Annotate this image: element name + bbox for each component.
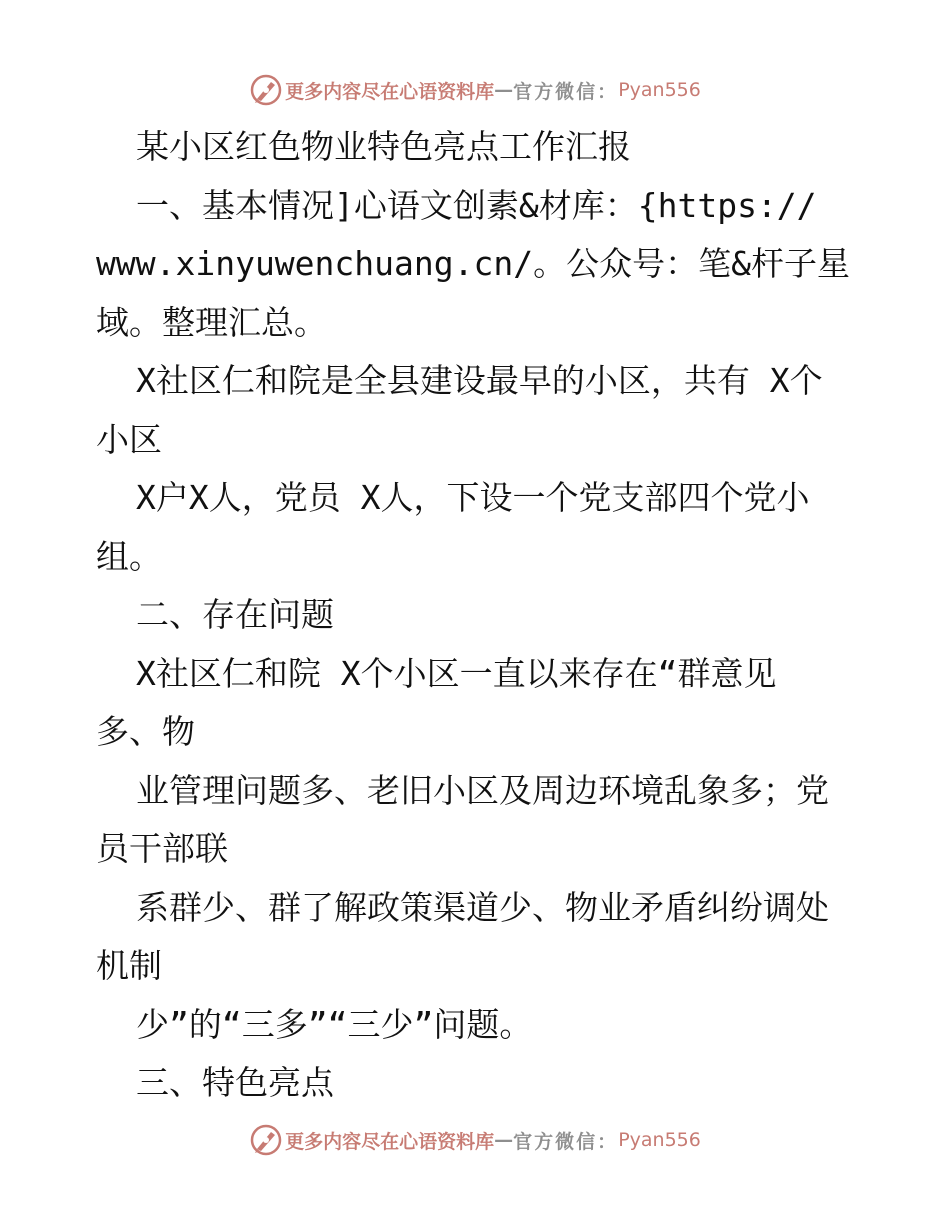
paragraph-line: 多、物: [96, 712, 195, 751]
paragraph-line: 系群少、群了解政策渠道少、物业矛盾纠纷调处: [136, 887, 829, 927]
banner-separator: —: [494, 1129, 514, 1151]
header-banner: [0, 70, 950, 110]
pen-logo-icon: [249, 73, 283, 107]
paragraph-line: 员干部联: [96, 829, 228, 868]
paragraph-line: X社区仁和院是全县建设最早的小区，共有 X个: [136, 361, 823, 400]
paragraph-line: 域。整理汇总。: [96, 302, 327, 342]
banner-main-text: 更多内容尽在心语资料库: [285, 1130, 495, 1153]
section-heading-problems: 二、存在问题: [136, 595, 334, 634]
banner-separator: —: [494, 79, 514, 101]
pen-logo-icon: [249, 1123, 283, 1157]
paragraph-line: 业管理问题多、老旧小区及周边环境乱象多；党: [136, 770, 829, 810]
paragraph-line: 小区: [96, 419, 162, 459]
paragraph-line: 少”的“三多”“三少”问题。: [136, 1004, 533, 1044]
paragraph-line: 机制: [96, 946, 162, 985]
banner-wechat-label: 官方微信：: [513, 80, 619, 103]
document-body: [96, 118, 866, 1113]
banner-wechat-id: Pyan556: [618, 1129, 701, 1151]
footer-banner: [0, 1120, 950, 1160]
paragraph-line: www.xinyuwenchuang.cn/。公众号：笔&杆子星: [96, 244, 850, 283]
section-heading-basic: 一、基本情况]心语文创素&材库：{https://: [136, 185, 817, 225]
banner-main-text: 更多内容尽在心语资料库: [285, 80, 495, 103]
section-heading-highlights: 三、特色亮点: [136, 1063, 334, 1102]
banner-wechat-id: Pyan556: [618, 79, 701, 101]
paragraph-line: X社区仁和院 X个小区一直以来存在“群意见: [136, 653, 777, 693]
paragraph-line: 组。: [96, 536, 162, 576]
document-title: 某小区红色物业特色亮点工作汇报: [136, 127, 631, 166]
paragraph-line: X户X人，党员 X人，下设一个党支部四个党小: [136, 478, 810, 517]
banner-wechat-label: 官方微信：: [513, 1130, 619, 1153]
